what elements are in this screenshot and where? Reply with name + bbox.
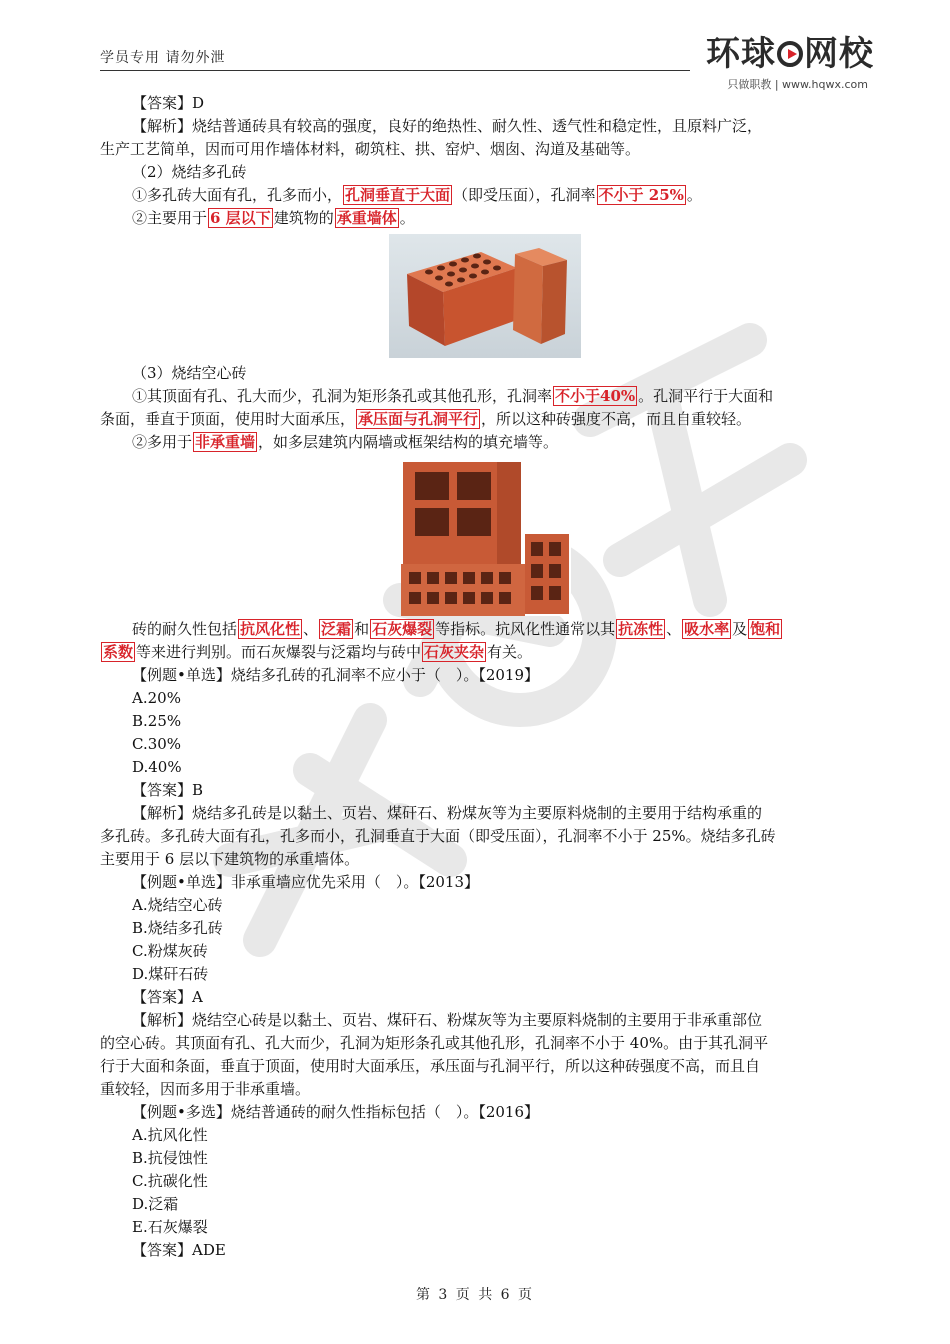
text-line: 条面，垂直于顶面，使用时大面承压， 承压面与孔洞平行 ，所以这种砖强度不高，而且自重较轻。 xyxy=(100,410,752,428)
text-line: C.30% xyxy=(132,735,182,753)
text-line: 系数 等来进行判别。而石灰爆裂与泛霜均与砖中 石灰夹杂 有关。 xyxy=(103,643,533,661)
text-line: 【答案】B xyxy=(132,781,204,799)
text-line: 【例题•单选】非承重墙应优先采用（ ）。【2013】 xyxy=(132,873,480,891)
hollow-brick-photo xyxy=(401,458,571,616)
highlight-term: 非承重墙 xyxy=(195,433,256,451)
text-line: 【解析】烧结多孔砖是以黏土、页岩、煤矸石、粉煤灰等为主要原料烧制的主要用于结构承重的 xyxy=(132,804,763,822)
header-rule xyxy=(100,70,690,71)
text-line: （2）烧结多孔砖 xyxy=(132,163,247,181)
highlight-term: 系数 xyxy=(103,643,134,661)
highlight-term: 饱和 xyxy=(750,620,781,638)
text-line: A.20% xyxy=(132,689,181,707)
header-left-text: 学员专用 请勿外泄 xyxy=(100,50,226,66)
text-line: 【解析】烧结空心砖是以黏土、页岩、煤矸石、粉煤灰等为主要原料烧制的主要用于非承重部位 xyxy=(132,1011,763,1029)
highlight-term: 石灰爆裂 xyxy=(372,620,433,638)
text-line: 砖的耐久性包括 抗风化性 、 泛霜 和 石灰爆裂 等指标。抗风化性通常以其 抗冻性 、 吸水率 及 饱和 xyxy=(132,620,781,638)
highlight-term: 孔洞垂直于大面 xyxy=(345,186,451,204)
logo-title-b: 网校 xyxy=(804,34,874,74)
highlight-term: 泛霜 xyxy=(321,620,352,638)
perforated-brick-photo xyxy=(389,234,581,358)
text-line: 行于大面和条面，垂直于顶面，使用时大面承压，承压面与孔洞平行，所以这种砖强度不高，而且自 xyxy=(100,1057,761,1075)
text-line: ①多孔砖大面有孔，孔多而小， 孔洞垂直于大面 （即受压面），孔洞率 不小于 25% 。 xyxy=(132,186,702,204)
text-line: ②主要用于 6 层以下 建筑物的 承重墙体 。 xyxy=(132,209,415,227)
text-line: E.石灰爆裂 xyxy=(132,1218,208,1236)
text-line: 重较轻，因而多用于非承重墙。 xyxy=(100,1080,311,1098)
highlight-term: 吸水率 xyxy=(684,620,730,638)
highlight-term: 不小于40% xyxy=(555,387,636,405)
text-line: 【答案】A xyxy=(132,988,203,1006)
text-line: B.抗侵蚀性 xyxy=(132,1149,208,1167)
document-body xyxy=(100,92,870,1262)
page-number: 第 3 页 共 6 页 xyxy=(415,1287,535,1303)
text-line: 【例题•多选】烧结普通砖的耐久性指标包括（ ）。【2016】 xyxy=(132,1103,540,1121)
highlight-term: 不小于 25% xyxy=(598,186,684,204)
text-line: 【解析】烧结普通砖具有较高的强度，良好的绝热性、耐久性、透气性和稳定性，且原料广泛， xyxy=(132,117,763,135)
text-line: 主要用于 6 层以下建筑物的承重墙体。 xyxy=(100,850,360,868)
text-line: （3）烧结空心砖 xyxy=(132,364,247,382)
text-line: C.粉煤灰砖 xyxy=(132,942,208,960)
text-line: 【答案】D xyxy=(132,94,205,112)
text-line: A.抗风化性 xyxy=(132,1126,208,1144)
text-line: 【答案】ADE xyxy=(132,1241,226,1259)
logo-title-a: 环球 xyxy=(706,34,776,74)
text-line: D.泛霜 xyxy=(132,1195,179,1213)
highlight-term: 石灰夹杂 xyxy=(424,643,485,661)
text-line: D.40% xyxy=(132,758,182,776)
highlight-term: 6 层以下 xyxy=(210,209,271,227)
text-line: 多孔砖。多孔砖大面有孔，孔多而小，孔洞垂直于大面（即受压面），孔洞率不小于 25%。烧结多孔砖 xyxy=(100,827,776,845)
text-line: B.25% xyxy=(132,712,182,730)
highlight-term: 抗风化性 xyxy=(240,620,301,638)
brand-logo xyxy=(706,34,876,94)
text-line: A.烧结空心砖 xyxy=(132,896,223,914)
text-line: C.抗碳化性 xyxy=(132,1172,208,1190)
text-line: B.烧结多孔砖 xyxy=(132,919,223,937)
text-line: 生产工艺简单，因而可用作墙体材料，砌筑柱、拱、窑炉、烟囱、沟道及基础等。 xyxy=(100,140,641,158)
play-icon xyxy=(777,41,803,67)
logo-subtitle: 只做职教 | www.hqwx.com xyxy=(727,78,868,91)
text-line: 【例题•单选】烧结多孔砖的孔洞率不应小于（ ）。【2019】 xyxy=(132,666,540,684)
text-line: 的空心砖。其顶面有孔、孔大而少，孔洞为矩形条孔或其他孔形，孔洞率不小于 40%。由于其孔洞平 xyxy=(100,1034,769,1052)
text-line: ①其顶面有孔、孔大而少，孔洞为矩形条孔或其他孔形，孔洞率 不小于40% 。孔洞平行于大面和 xyxy=(132,387,774,405)
text-line: ②多用于 非承重墙 ，如多层建筑内隔墙或框架结构的填充墙等。 xyxy=(132,433,559,451)
highlight-term: 抗冻性 xyxy=(618,620,664,638)
highlight-term: 承压面与孔洞平行 xyxy=(358,410,479,428)
text-line: D.煤矸石砖 xyxy=(132,965,209,983)
highlight-term: 承重墙体 xyxy=(336,209,397,227)
